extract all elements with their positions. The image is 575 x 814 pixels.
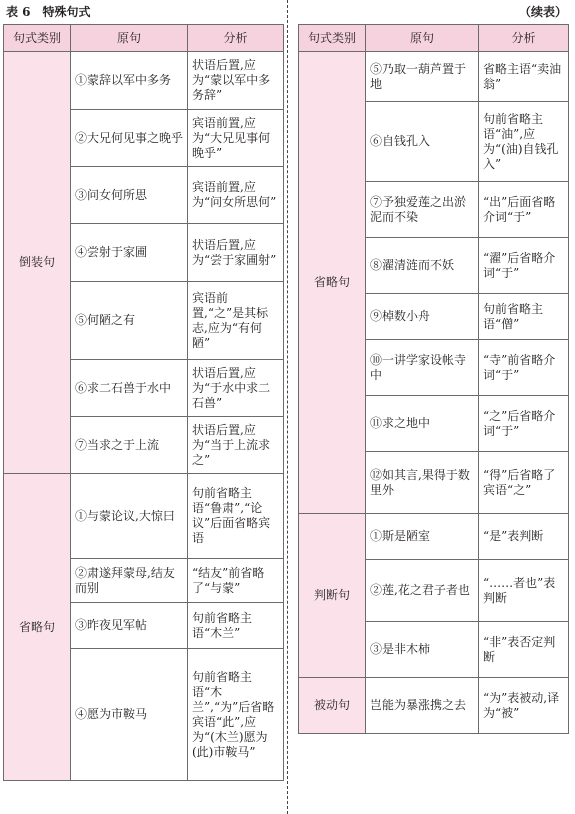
sentence-cell: ⑩一讲学家设帐寺中 <box>366 340 479 396</box>
analysis-cell: 状语后置,应为“于水中求二石兽” <box>188 360 284 417</box>
analysis-cell: “是”表判断 <box>479 514 569 560</box>
sentence-cell: ②莲,花之君子者也 <box>366 560 479 622</box>
sentence-cell: ①蒙辞以军中多务 <box>71 52 188 110</box>
column-divider <box>287 0 288 814</box>
sentence-cell: ⑥自钱孔入 <box>366 102 479 182</box>
analysis-cell: “非”表否定判断 <box>479 622 569 678</box>
continued-label: （续表） <box>518 5 567 19</box>
category-cell: 被动句 <box>299 678 366 734</box>
analysis-cell: 句前省略主语“鲁肃”,“论议”后面省略宾语 <box>188 474 284 559</box>
header-category: 句式类别 <box>4 25 71 52</box>
table-title: 表 6 特殊句式 <box>6 5 91 19</box>
sentence-cell: ⑥求二石兽于水中 <box>71 360 188 417</box>
analysis-cell: “濯”后省略介词“于” <box>479 238 569 294</box>
sentence-cell: ⑨棹数小舟 <box>366 294 479 340</box>
analysis-cell: “……者也”表判断 <box>479 560 569 622</box>
header-sentence: 原句 <box>71 25 188 52</box>
sentence-cell: ⑤何陋之有 <box>71 282 188 360</box>
sentence-cell: ⑦当求之于上流 <box>71 417 188 474</box>
table-header-row <box>4 25 284 52</box>
category-cell: 倒装句 <box>4 52 71 474</box>
right-table <box>298 24 569 734</box>
sentence-cell: ③是非木柿 <box>366 622 479 678</box>
analysis-cell: “结友”前省略了“与蒙” <box>188 559 284 603</box>
sentence-cell: ①与蒙论议,大惊曰 <box>71 474 188 559</box>
analysis-cell: “为”表被动,译为“被” <box>479 678 569 734</box>
analysis-cell: “之”后省略介词“于” <box>479 396 569 452</box>
left-table <box>3 24 284 781</box>
sentence-cell: ④愿为市鞍马 <box>71 649 188 781</box>
category-cell: 省略句 <box>299 52 366 514</box>
analysis-cell: 宾语前置,应为“问女所思何” <box>188 167 284 224</box>
analysis-cell: 句前省略主语“木兰” <box>188 603 284 649</box>
sentence-cell: 岂能为暴涨携之去 <box>366 678 479 734</box>
analysis-cell: 句前省略主语“油”,应为“(油)自钱孔入” <box>479 102 569 182</box>
analysis-cell: “寺”前省略介词“于” <box>479 340 569 396</box>
sentence-cell: ⑫如其言,果得于数里外 <box>366 452 479 514</box>
sentence-cell: ⑧濯清涟而不妖 <box>366 238 479 294</box>
sentence-cell: ①斯是陋室 <box>366 514 479 560</box>
sentence-cell: ②大兄何见事之晚乎 <box>71 110 188 167</box>
analysis-cell: “得”后省略了宾语“之” <box>479 452 569 514</box>
analysis-cell: 宾语前置,“之”是其标志,应为“有何陋” <box>188 282 284 360</box>
sentence-cell: ⑪求之地中 <box>366 396 479 452</box>
analysis-cell: 状语后置,应为“蒙以军中多务辞” <box>188 52 284 110</box>
sentence-cell: ④尝射于家圃 <box>71 224 188 282</box>
category-cell: 省略句 <box>4 474 71 781</box>
sentence-cell: ⑦予独爱莲之出淤泥而不染 <box>366 182 479 238</box>
analysis-cell: 句前省略主语“木兰”,“为”后省略宾语“此”,应为“(木兰)愿为(此)市鞍马” <box>188 649 284 781</box>
header-analysis: 分析 <box>188 25 284 52</box>
sentence-cell: ③问女何所思 <box>71 167 188 224</box>
sentence-cell: ②肃遂拜蒙母,结友而别 <box>71 559 188 603</box>
header-category: 句式类别 <box>299 25 366 52</box>
sentence-cell: ⑤乃取一葫芦置于地 <box>366 52 479 102</box>
analysis-cell: 句前省略主语“僧” <box>479 294 569 340</box>
table-header-row <box>299 25 569 52</box>
analysis-cell: 状语后置,应为“当于上流求之” <box>188 417 284 474</box>
analysis-cell: “出”后面省略介词“于” <box>479 182 569 238</box>
category-cell: 判断句 <box>299 514 366 678</box>
analysis-cell: 状语后置,应为“尝于家圃射” <box>188 224 284 282</box>
analysis-cell: 省略主语“卖油翁” <box>479 52 569 102</box>
analysis-cell: 宾语前置,应为“大兄见事何晚乎” <box>188 110 284 167</box>
header-sentence: 原句 <box>366 25 479 52</box>
header-analysis: 分析 <box>479 25 569 52</box>
sentence-cell: ③昨夜见军帖 <box>71 603 188 649</box>
